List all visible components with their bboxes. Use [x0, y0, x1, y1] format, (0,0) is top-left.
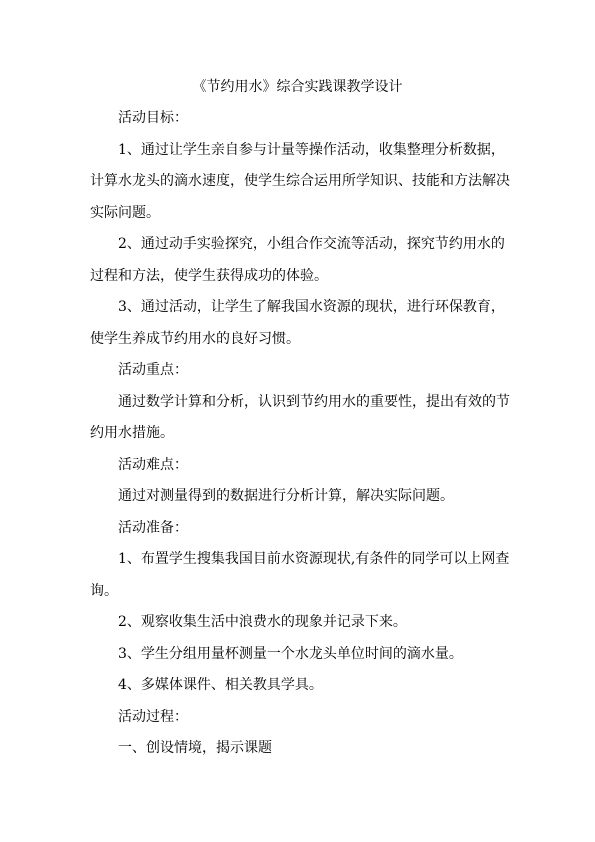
prep-2-line-1: 2、观察收集生活中浪费水的现象并记录下来。	[118, 614, 407, 630]
goal-1-line-1: 1、通过让学生亲自参与计量等操作活动，收集整理分析数据，	[118, 142, 505, 158]
goal-3-line-2: 使学生养成节约用水的良好习惯。	[90, 331, 300, 347]
section-heading-difficulties: 活动难点：	[118, 457, 188, 473]
section-heading-process: 活动过程：	[118, 709, 188, 725]
prep-1-line-1: 1、布置学生搜集我国目前水资源现状,有条件的同学可以上网查	[118, 551, 510, 567]
section-heading-goals: 活动目标：	[118, 110, 188, 126]
goal-1-line-3: 实际问题。	[90, 205, 160, 221]
goal-2-line-2: 过程和方法，使学生获得成功的体验。	[90, 268, 328, 284]
prep-4-line-1: 4、多媒体课件、相关教具学具。	[118, 677, 323, 693]
key-points-line-1: 通过数学计算和分析，认识到节约用水的重要性，提出有效的节	[118, 394, 510, 410]
section-heading-preparation: 活动准备：	[118, 520, 188, 536]
goal-3-line-1: 3、通过活动，让学生了解我国水资源的现状，进行环保教育，	[118, 299, 505, 315]
prep-1-line-2: 询。	[90, 583, 118, 599]
key-points-line-2: 约用水措施。	[90, 425, 174, 441]
section-heading-key-points: 活动重点：	[118, 362, 188, 378]
prep-3-line-1: 3、学生分组用量杯测量一个水龙头单位时间的滴水量。	[118, 646, 463, 662]
difficulties-line-1: 通过对测量得到的数据进行分析计算，解决实际问题。	[118, 488, 454, 504]
process-step-1: 一、创设情境，揭示课题	[118, 740, 272, 756]
document-title: 《节约用水》综合实践课教学设计	[192, 79, 403, 95]
goal-2-line-1: 2、通过动手实验探究，小组合作交流等活动，探究节约用水的	[118, 236, 505, 252]
goal-1-line-2: 计算水龙头的滴水速度，使学生综合运用所学知识、技能和方法解决	[90, 173, 510, 189]
